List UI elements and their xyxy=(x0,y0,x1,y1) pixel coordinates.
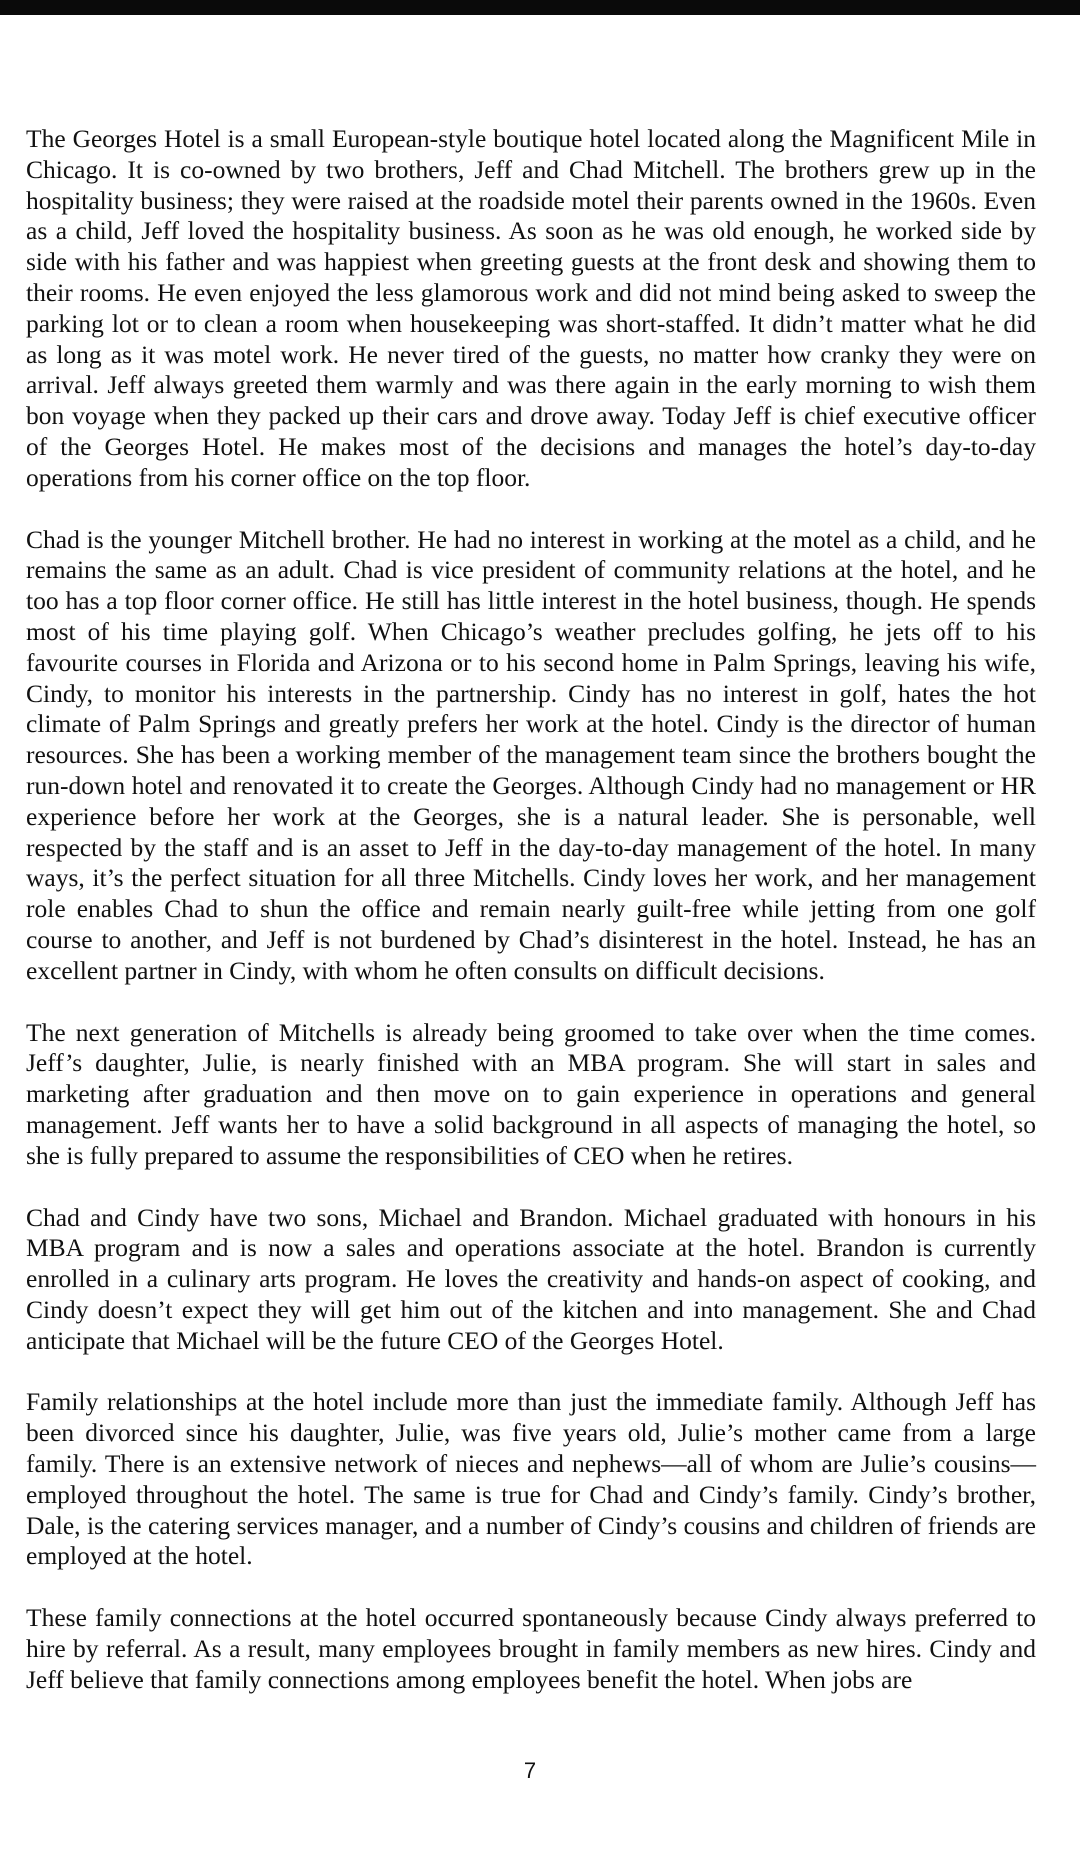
paragraph-family-connections: These family connections at the hotel occurred spontaneously because Cindy always preferred to hire by referral. As a result, many employees brought in family members as new hires. Cindy and Jeff believe that family connections among employees benefit the hotel. When jobs are xyxy=(26,1603,1036,1694)
top-bar xyxy=(0,0,1080,15)
document-page xyxy=(26,124,1036,1727)
paragraph-family-relationships: Family relationships at the hotel include more than just the immediate family. Although Jeff has been divorced since his daughter, Julie, was five years old, Julie’s mother came from a large family. There is an extensive network of nieces and nephews—all of whom are Julie’s cousins—employed throughout the hotel. The same is true for Chad and Cindy’s family. Cindy’s brother, Dale, is the catering services manager, and a number of Cindy’s cousins and children of friends are employed at the hotel. xyxy=(26,1387,1036,1571)
page-number: 7 xyxy=(523,1758,537,1783)
paragraph-next-generation: The next generation of Mitchells is already being groomed to take over when the time comes. Jeff’s daughter, Julie, is nearly finished with an MBA program. She will start in sales and marketing after graduation and then move on to gain experience in operations and general management. Jeff wants her to have a solid background in all aspects of managing the hotel, so she is fully prepared to assume the responsibilities of CEO when he retires. xyxy=(26,1017,1036,1170)
paragraph-chad-cindy-sons: Chad and Cindy have two sons, Michael and Brandon. Michael graduated with honours in his MBA program and is now a sales and operations associate at the hotel. Brandon is currently enrolled in a culinary arts program. He loves the creativity and hands-on aspect of cooking, and Cindy doesn’t expect they will get him out of the kitchen and into management. She and Chad anticipate that Michael will be the future CEO of the Georges Hotel. xyxy=(26,1202,1036,1355)
paragraph-chad-and-cindy: Chad is the younger Mitchell brother. He had no interest in working at the motel as a child, and he remains the same as an adult. Chad is vice president of community relations at the hotel, and he too has a top floor corner office. He still has little interest in the hotel business, though. He spends most of his time playing golf. When Chicago’s weather precludes golfing, he jets off to his favourite courses in Florida and Arizona or to his second home in Palm Springs, leaving his wife, Cindy, to monitor his interests in the partnership. Cindy has no interest in golf, hates the hot climate of Palm Springs and greatly prefers her work at the hotel. Cindy is the director of human resources. She has been a working member of the management team since the brothers bought the run-down hotel and renovated it to create the Georges. Although Cindy had no management or HR experience before her work at the Georges, she is a natural leader. She is personable, well respected by the staff and is an asset to Jeff in the day-to-day management of the hotel. In many ways, it’s the perfect situation for all three Mitchells. Cindy loves her work, and her management role enables Chad to shun the office and remain nearly guilt-free while jetting from one golf course to another, and Jeff is not burdened by Chad’s disinterest in the hotel. Instead, he has an excellent partner in Cindy, with whom he often consults on difficult decisions. xyxy=(26,524,1036,985)
paragraph-hotel-overview: The Georges Hotel is a small European-style boutique hotel located along the Magnificent Mile in Chicago. It is co-owned by two brothers, Jeff and Chad Mitchell. The brothers grew up in the hospitality business; they were raised at the roadside motel their parents owned in the 1960s. Even as a child, Jeff loved the hospitality business. As soon as he was old enough, he worked side by side with his father and was happiest when greeting guests at the front desk and showing them to their rooms. He even enjoyed the less glamorous work and did not mind being asked to sweep the parking lot or to clean a room when housekeeping was short-staffed. It didn’t matter what he did as long as it was motel work. He never tired of the guests, no matter how cranky they were on arrival. Jeff always greeted them warmly and was there again in the early morning to wish them bon voyage when they packed up their cars and drove away. Today Jeff is chief executive officer of the Georges Hotel. He makes most of the decisions and manages the hotel’s day-to-day operations from his corner office on the top floor. xyxy=(26,124,1036,492)
